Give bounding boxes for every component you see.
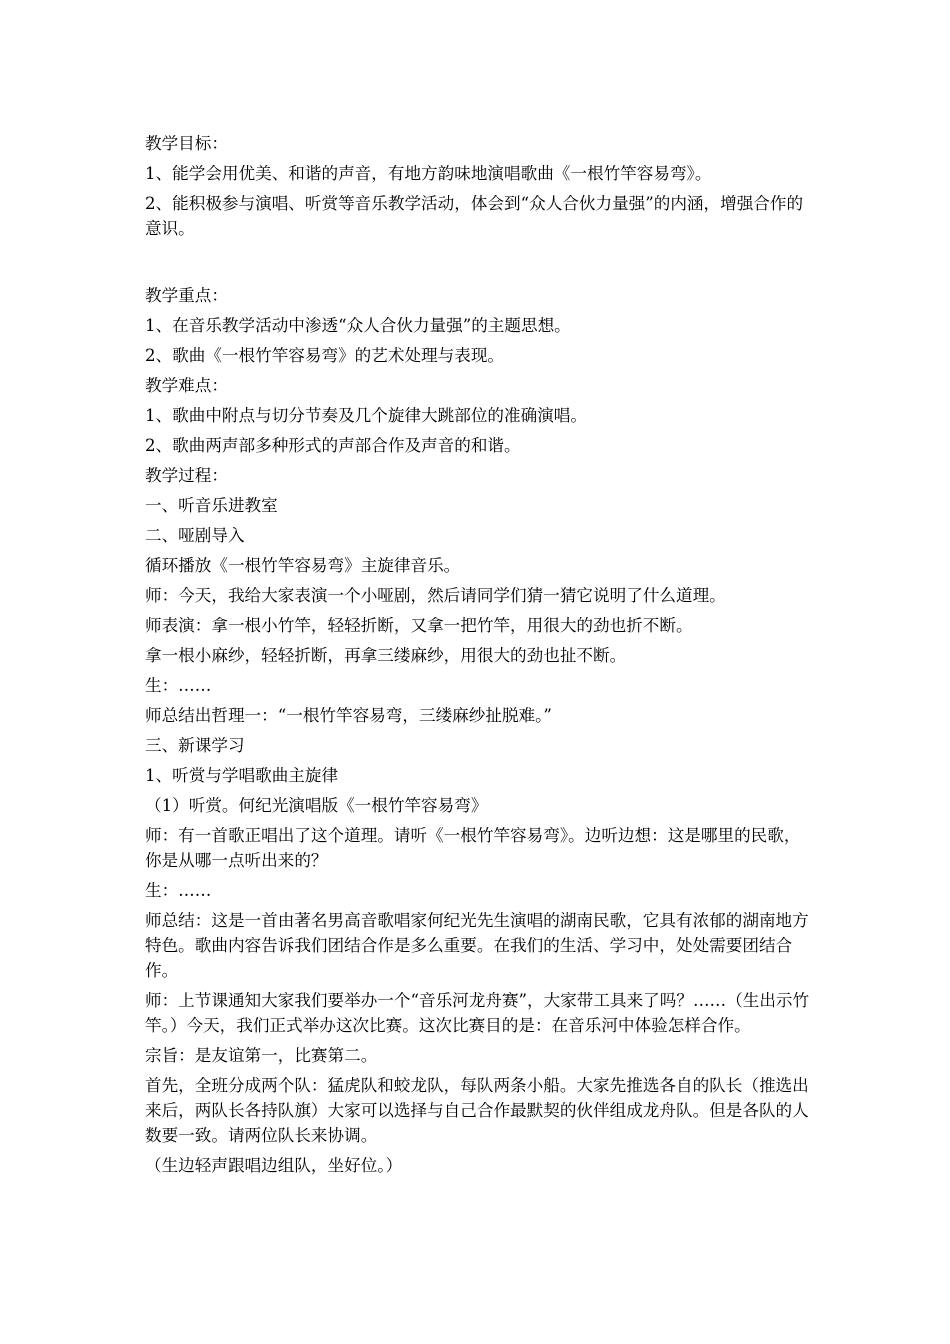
paragraph: 拿一根小麻纱，轻轻折断，再拿三缕麻纱，用很大的劲也扯不断。	[145, 646, 627, 665]
document-body	[145, 131, 810, 1183]
heading-teaching-goals: 教学目标：	[145, 134, 228, 153]
paragraph: 师：有一首歌正唱出了这个道理。请听《一根竹竿容易弯》。边听边想：这是哪里的民歌，你是从哪一点听出来的？	[145, 826, 801, 870]
paragraph: 循环播放《一根竹竿容易弯》主旋律音乐。	[145, 556, 461, 575]
paragraph: （生边轻声跟唱边组队，坐好位。）	[145, 1156, 403, 1175]
paragraph: 生：……	[145, 676, 212, 695]
paragraph: 师总结出哲理一：“一根竹竿容易弯，三缕麻纱扯脱难。”	[145, 706, 552, 725]
paragraph: 生：……	[145, 881, 212, 900]
paragraph: 师：今天，我给大家表演一个小哑剧，然后请同学们猜一猜它说明了什么道理。	[145, 586, 726, 605]
paragraph: 三、新课学习	[145, 736, 245, 755]
paragraph: 2、歌曲《一根竹竿容易弯》的艺术处理与表现。	[145, 346, 505, 365]
paragraph: 2、能积极参与演唱、听赏等音乐教学活动，体会到“众人合伙力量强”的内涵，增强合作的意识。	[145, 194, 804, 238]
paragraph: 1、歌曲中附点与切分节奏及几个旋律大跳部位的准确演唱。	[145, 406, 587, 425]
paragraph: 师表演：拿一根小竹竿，轻轻折断，又拿一把竹竿，用很大的劲也折不断。	[145, 616, 693, 635]
paragraph: 2、歌曲两声部多种形式的声部合作及声音的和谐。	[145, 436, 521, 455]
paragraph: 宗旨：是友谊第一，比赛第二。	[145, 1046, 378, 1065]
paragraph: （1）听赏。何纪光演唱版《一根竹竿容易弯》	[145, 796, 488, 815]
paragraph: 1、听赏与学唱歌曲主旋律	[145, 766, 339, 785]
heading-teaching-difficulty: 教学难点：	[145, 376, 228, 395]
heading-teaching-process: 教学过程：	[145, 466, 228, 485]
heading-teaching-focus: 教学重点：	[145, 286, 228, 305]
paragraph: 首先，全班分成两个队：猛虎队和蛟龙队，每队两条小船。大家先推选各自的队长（推选出来后，两队长各持队旗）大家可以选择与自己合作最默契的伙伴组成龙舟队。但是各队的人数要一致。请两位队长来协调。	[145, 1076, 809, 1145]
paragraph: 师：上节课通知大家我们要举办一个“音乐河龙舟赛”，大家带工具来了吗？……（生出示竹竿。）今天，我们正式举办这次比赛。这次比赛目的是：在音乐河中体验怎样合作。	[145, 991, 810, 1035]
paragraph: 一、听音乐进教室	[145, 496, 278, 515]
paragraph: 1、能学会用优美、和谐的声音，有地方韵味地演唱歌曲《一根竹竿容易弯》。	[145, 164, 712, 183]
paragraph: 1、在音乐教学活动中渗透“众人合伙力量强”的主题思想。	[145, 316, 571, 335]
paragraph: 师总结：这是一首由著名男高音歌唱家何纪光先生演唱的湖南民歌，它具有浓郁的湖南地方特色。歌曲内容告诉我们团结合作是多么重要。在我们的生活、学习中，处处需要团结合作。	[145, 911, 809, 980]
paragraph: 二、哑剧导入	[145, 526, 245, 545]
